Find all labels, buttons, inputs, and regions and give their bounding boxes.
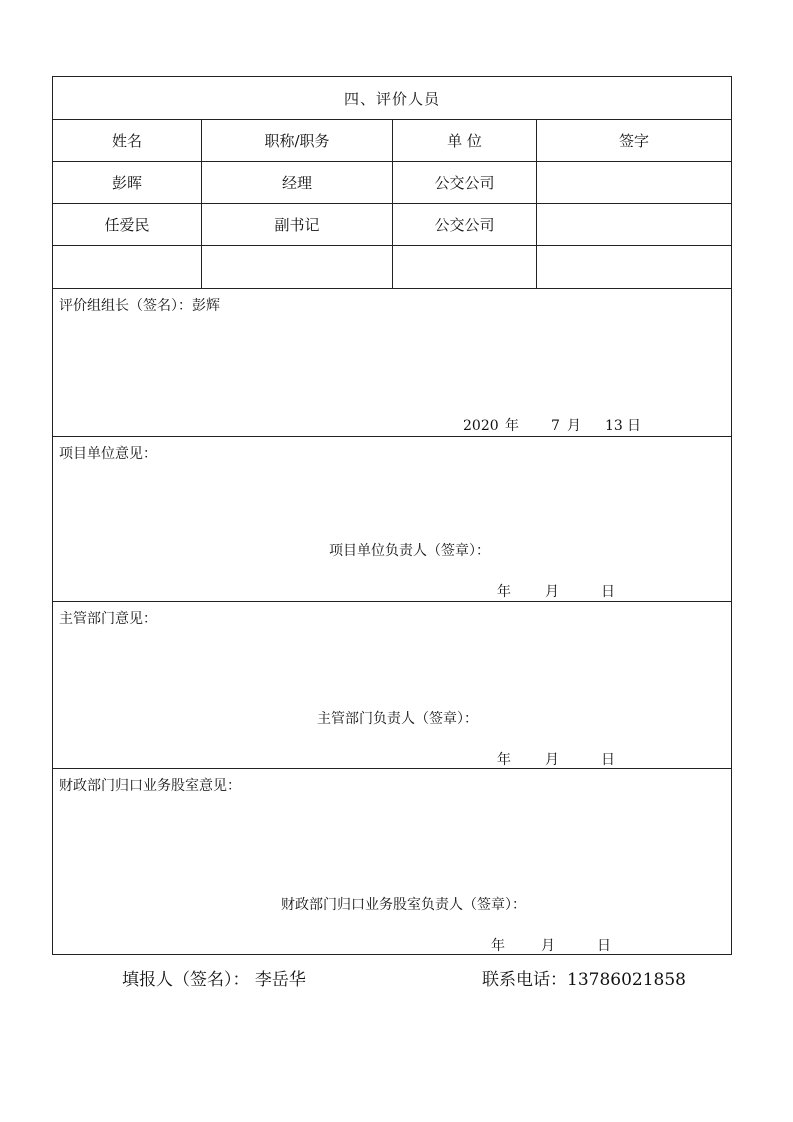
cell-unit[interactable] (393, 246, 537, 288)
header-unit: 单 位 (393, 120, 537, 161)
dept-date (497, 749, 615, 769)
finance-year-unit: 年 (491, 938, 505, 954)
project-unit-day-unit: 日 (601, 584, 615, 600)
finance-label: 财政部门归口业务股室意见： (59, 778, 241, 794)
cell-unit: 公交公司 (393, 162, 537, 203)
project-unit-year-unit: 年 (497, 584, 511, 600)
leader-month-unit: 月 (567, 418, 581, 434)
header-name: 姓名 (53, 120, 202, 161)
leader-month: 7 (551, 418, 560, 434)
finance-day-unit: 日 (597, 938, 611, 954)
cell-signature[interactable] (537, 204, 731, 245)
project-unit-month-unit: 月 (545, 584, 559, 600)
project-unit-signer: 项目单位负责人（签章）： (329, 543, 490, 559)
finance-month-unit: 月 (541, 938, 555, 954)
cell-unit: 公交公司 (393, 204, 537, 245)
finance-block (53, 769, 731, 956)
table-row (53, 204, 731, 246)
cell-name: 彭晖 (53, 162, 202, 203)
table-row (53, 162, 731, 204)
header-signature: 签字 (618, 132, 649, 150)
cell-title[interactable] (202, 246, 393, 288)
project-unit-label: 项目单位意见： (59, 446, 157, 462)
leader-block (53, 289, 731, 437)
leader-label: 评价组组长（签名）：彭辉 (59, 298, 220, 314)
leader-day-unit: 日 (627, 418, 641, 434)
header-title: 职称/职务 (202, 120, 393, 161)
cell-signature[interactable] (537, 162, 731, 203)
table-row (53, 246, 731, 289)
leader-year-unit: 年 (505, 418, 519, 434)
leader-date (463, 415, 641, 435)
finance-date (491, 935, 611, 955)
dept-label: 主管部门意见： (59, 611, 157, 627)
dept-year-unit: 年 (497, 752, 511, 768)
leader-day: 13 (605, 418, 623, 434)
footer-phone: 联系电话：13786021858 (482, 970, 686, 990)
cell-name[interactable] (53, 246, 202, 288)
evaluation-form (52, 76, 732, 955)
cell-name: 任爱民 (53, 204, 202, 245)
cell-title: 经理 (202, 162, 393, 203)
cell-title: 副书记 (202, 204, 393, 245)
project-unit-date (497, 581, 615, 601)
dept-month-unit: 月 (545, 752, 559, 768)
dept-block (53, 602, 731, 769)
table-header-row (53, 120, 731, 162)
section-title: 四、评价人员 (343, 89, 440, 108)
dept-signer: 主管部门负责人（签章）： (317, 711, 478, 727)
cell-signature[interactable] (537, 246, 731, 288)
section-title-row (53, 77, 731, 120)
footer-filler: 填报人（签名）： 李岳华 (122, 970, 306, 990)
leader-year: 2020 (463, 418, 499, 434)
dept-day-unit: 日 (601, 752, 615, 768)
finance-signer: 财政部门归口业务股室负责人（签章）： (281, 897, 526, 913)
project-unit-block (53, 437, 731, 602)
